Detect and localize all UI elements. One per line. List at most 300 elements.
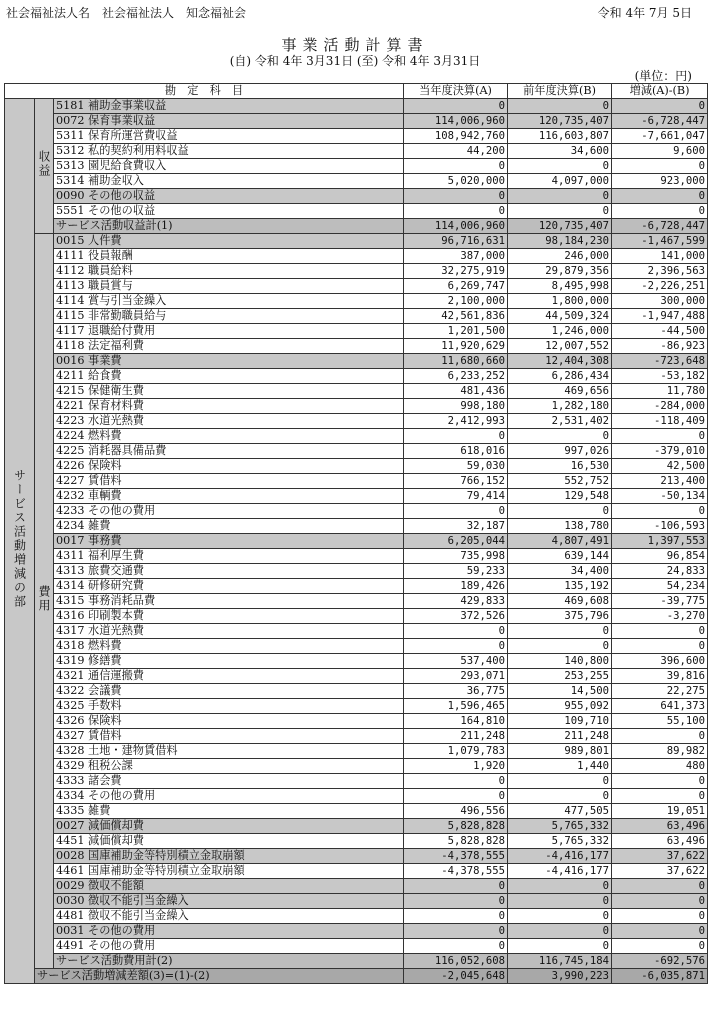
current-amount: 5,828,828 [404, 834, 508, 849]
table-row [5, 759, 708, 774]
table-row [5, 699, 708, 714]
current-amount: 5,020,000 [404, 174, 508, 189]
current-amount: 11,680,660 [404, 354, 508, 369]
previous-amount: 14,500 [508, 684, 612, 699]
current-amount: 0 [404, 204, 508, 219]
difference-amount: -692,576 [612, 954, 708, 969]
current-amount: 36,775 [404, 684, 508, 699]
previous-amount: 0 [508, 159, 612, 174]
activity-statement-table [4, 83, 708, 984]
table-row [5, 489, 708, 504]
difference-amount: -50,134 [612, 489, 708, 504]
previous-amount: 246,000 [508, 249, 612, 264]
table-row [5, 339, 708, 354]
difference-amount: -39,775 [612, 594, 708, 609]
current-amount: 0 [404, 624, 508, 639]
table-row [5, 324, 708, 339]
current-amount: 42,561,836 [404, 309, 508, 324]
previous-amount: 469,608 [508, 594, 612, 609]
account-label: 4111 役員報酬 [54, 249, 404, 264]
account-label: 4318 燃料費 [54, 639, 404, 654]
difference-amount: 24,833 [612, 564, 708, 579]
table-row [5, 684, 708, 699]
difference-amount: 37,622 [612, 849, 708, 864]
current-amount: 1,079,783 [404, 744, 508, 759]
column-header-current: 当年度決算(A) [404, 84, 508, 99]
table-row [5, 504, 708, 519]
difference-amount: 42,500 [612, 459, 708, 474]
previous-amount: 98,184,230 [508, 234, 612, 249]
difference-amount: -118,409 [612, 414, 708, 429]
current-amount: 0 [404, 639, 508, 654]
income-section [35, 99, 54, 234]
current-amount: 0 [404, 909, 508, 924]
table-row [5, 834, 708, 849]
account-label: 0016 事業費 [54, 354, 404, 369]
difference-amount: -6,728,447 [612, 219, 708, 234]
table-row [5, 159, 708, 174]
previous-amount: 44,509,324 [508, 309, 612, 324]
table-row [5, 609, 708, 624]
account-label: 4313 旅費交通費 [54, 564, 404, 579]
previous-amount: 253,255 [508, 669, 612, 684]
table-row [5, 294, 708, 309]
previous-amount: 375,796 [508, 609, 612, 624]
previous-amount: 0 [508, 99, 612, 114]
current-amount: 5,828,828 [404, 819, 508, 834]
table-row [5, 894, 708, 909]
current-amount: 114,006,960 [404, 114, 508, 129]
account-label: 4327 賃借料 [54, 729, 404, 744]
account-label: 4224 燃料費 [54, 429, 404, 444]
current-amount: 108,942,760 [404, 129, 508, 144]
account-label: 4319 修繕費 [54, 654, 404, 669]
difference-amount: 0 [612, 624, 708, 639]
account-label: 4451 減価償却費 [54, 834, 404, 849]
account-label: 4333 諸会費 [54, 774, 404, 789]
previous-amount: 1,800,000 [508, 294, 612, 309]
table-row [5, 354, 708, 369]
difference-amount: -53,182 [612, 369, 708, 384]
table-row [5, 594, 708, 609]
difference-amount: 0 [612, 909, 708, 924]
account-label: 4326 保険料 [54, 714, 404, 729]
account-label: 4211 給食費 [54, 369, 404, 384]
account-label: 4118 法定福利費 [54, 339, 404, 354]
previous-amount: 0 [508, 189, 612, 204]
table-row [5, 669, 708, 684]
current-amount: 32,275,919 [404, 264, 508, 279]
difference-amount: -7,661,047 [612, 129, 708, 144]
difference-amount: 96,854 [612, 549, 708, 564]
difference-amount: -44,500 [612, 324, 708, 339]
account-label: 4215 保健衛生費 [54, 384, 404, 399]
table-row [5, 624, 708, 639]
current-amount: 164,810 [404, 714, 508, 729]
previous-amount: 2,531,402 [508, 414, 612, 429]
difference-amount: 0 [612, 189, 708, 204]
account-label: 5181 補助金事業収益 [54, 99, 404, 114]
table-row [5, 384, 708, 399]
account-label: 4225 消耗器具備品費 [54, 444, 404, 459]
current-amount: 0 [404, 429, 508, 444]
final-total-label: サービス活動増減差額(3)=(1)-(2) [35, 969, 404, 984]
current-amount: 293,071 [404, 669, 508, 684]
difference-amount: 0 [612, 924, 708, 939]
account-label: 4311 福利厚生費 [54, 549, 404, 564]
difference-amount: 37,622 [612, 864, 708, 879]
table-row [5, 954, 708, 969]
current-amount: 372,526 [404, 609, 508, 624]
current-amount: 537,400 [404, 654, 508, 669]
difference-amount: -723,648 [612, 354, 708, 369]
table-row [5, 924, 708, 939]
difference-amount: 39,816 [612, 669, 708, 684]
previous-amount: 5,765,332 [508, 834, 612, 849]
account-label: 4117 退職給付費用 [54, 324, 404, 339]
previous-amount: 12,007,552 [508, 339, 612, 354]
difference-amount: 55,100 [612, 714, 708, 729]
table-row [5, 414, 708, 429]
table-row [5, 204, 708, 219]
final-current-amount: -2,045,648 [404, 969, 508, 984]
expense-section [35, 234, 54, 969]
account-label: 0031 その他の費用 [54, 924, 404, 939]
current-amount: -4,378,555 [404, 849, 508, 864]
table-row [5, 144, 708, 159]
difference-amount: 11,780 [612, 384, 708, 399]
previous-amount: 989,801 [508, 744, 612, 759]
difference-amount: 63,496 [612, 834, 708, 849]
previous-amount: 0 [508, 924, 612, 939]
current-amount: 11,920,629 [404, 339, 508, 354]
current-amount: 0 [404, 99, 508, 114]
difference-amount: 213,400 [612, 474, 708, 489]
account-label: 4115 非常勤職員給与 [54, 309, 404, 324]
difference-amount: -86,923 [612, 339, 708, 354]
previous-amount: 1,246,000 [508, 324, 612, 339]
current-amount: 0 [404, 939, 508, 954]
current-amount: 0 [404, 159, 508, 174]
difference-amount: 0 [612, 99, 708, 114]
current-amount: 59,233 [404, 564, 508, 579]
account-label: サービス活動費用計(2) [54, 954, 404, 969]
account-label: 5313 園児給食費収入 [54, 159, 404, 174]
difference-amount: 19,051 [612, 804, 708, 819]
current-amount: 1,201,500 [404, 324, 508, 339]
previous-amount: 1,440 [508, 759, 612, 774]
service-activity-section [5, 99, 35, 984]
table-row [5, 234, 708, 249]
table-row [5, 369, 708, 384]
current-amount: 1,920 [404, 759, 508, 774]
current-amount: 2,412,993 [404, 414, 508, 429]
account-label: 4234 雑費 [54, 519, 404, 534]
account-label: 4227 賃借料 [54, 474, 404, 489]
current-amount: 998,180 [404, 399, 508, 414]
difference-amount: 9,600 [612, 144, 708, 159]
current-amount: 96,716,631 [404, 234, 508, 249]
difference-amount: -1,467,599 [612, 234, 708, 249]
table-row [5, 729, 708, 744]
previous-amount: 0 [508, 504, 612, 519]
account-label: 4223 水道光熱費 [54, 414, 404, 429]
expense-section-label: 費用 [37, 585, 51, 613]
current-amount: 429,833 [404, 594, 508, 609]
current-amount: 387,000 [404, 249, 508, 264]
account-label: 4335 雑費 [54, 804, 404, 819]
table-row [5, 174, 708, 189]
account-label: 4325 手数料 [54, 699, 404, 714]
column-header-account: 勘 定 科 目 [5, 84, 404, 99]
previous-amount: 8,495,998 [508, 279, 612, 294]
table-row [5, 99, 708, 114]
previous-amount: 135,192 [508, 579, 612, 594]
current-amount: 735,998 [404, 549, 508, 564]
account-label: 0027 減価償却費 [54, 819, 404, 834]
previous-amount: 0 [508, 909, 612, 924]
table-row [5, 459, 708, 474]
account-label: 4491 その他の費用 [54, 939, 404, 954]
previous-amount: 0 [508, 639, 612, 654]
account-label: 5551 その他の収益 [54, 204, 404, 219]
table-row [5, 819, 708, 834]
account-label: 0090 その他の収益 [54, 189, 404, 204]
account-label: 4113 職員賞与 [54, 279, 404, 294]
difference-amount: 141,000 [612, 249, 708, 264]
document-date: 令和 4年 7月 5日 [597, 6, 692, 20]
table-header-row [5, 84, 708, 99]
difference-amount: 396,600 [612, 654, 708, 669]
account-label: 4114 賞与引当金繰入 [54, 294, 404, 309]
previous-amount: 955,092 [508, 699, 612, 714]
account-label: 5314 補助金収入 [54, 174, 404, 189]
current-amount: 189,426 [404, 579, 508, 594]
table-row [5, 879, 708, 894]
account-label: 0030 徴収不能引当金繰入 [54, 894, 404, 909]
table-row [5, 564, 708, 579]
table-row [5, 309, 708, 324]
account-label: サービス活動収益計(1) [54, 219, 404, 234]
final-previous-amount: 3,990,223 [508, 969, 612, 984]
current-amount: 0 [404, 774, 508, 789]
difference-amount: 0 [612, 204, 708, 219]
account-label: 5311 保育所運営費収益 [54, 129, 404, 144]
table-row [5, 249, 708, 264]
difference-amount: 54,234 [612, 579, 708, 594]
difference-amount: -3,270 [612, 609, 708, 624]
table-row [5, 534, 708, 549]
income-section-label: 収益 [37, 150, 51, 178]
difference-amount: 923,000 [612, 174, 708, 189]
difference-amount: 0 [612, 504, 708, 519]
current-amount: 59,030 [404, 459, 508, 474]
difference-amount: 22,275 [612, 684, 708, 699]
difference-amount: 300,000 [612, 294, 708, 309]
difference-amount: -2,226,251 [612, 279, 708, 294]
account-label: 4233 その他の費用 [54, 504, 404, 519]
current-amount: -4,378,555 [404, 864, 508, 879]
table-row [5, 849, 708, 864]
account-label: 0072 保育事業収益 [54, 114, 404, 129]
table-row [5, 219, 708, 234]
previous-amount: 1,282,180 [508, 399, 612, 414]
current-amount: 0 [404, 789, 508, 804]
account-label: 0028 国庫補助金等特別積立金取崩額 [54, 849, 404, 864]
account-label: 4321 通信運搬費 [54, 669, 404, 684]
previous-amount: 5,765,332 [508, 819, 612, 834]
previous-amount: 116,603,807 [508, 129, 612, 144]
table-row [5, 474, 708, 489]
previous-amount: 29,879,356 [508, 264, 612, 279]
difference-amount: 89,982 [612, 744, 708, 759]
difference-amount: 0 [612, 639, 708, 654]
account-label: 0029 徴収不能額 [54, 879, 404, 894]
previous-amount: 477,505 [508, 804, 612, 819]
previous-amount: 140,800 [508, 654, 612, 669]
table-row [5, 549, 708, 564]
table-row [5, 519, 708, 534]
table-row [5, 864, 708, 879]
previous-amount: 4,097,000 [508, 174, 612, 189]
difference-amount: 480 [612, 759, 708, 774]
final-total-row [5, 969, 708, 984]
difference-amount: 0 [612, 429, 708, 444]
organization-name: 社会福祉法人名 社会福祉法人 知念福祉会 [6, 6, 247, 20]
current-amount: 481,436 [404, 384, 508, 399]
previous-amount: 16,530 [508, 459, 612, 474]
previous-amount: 6,286,434 [508, 369, 612, 384]
table-row [5, 744, 708, 759]
current-amount: 766,152 [404, 474, 508, 489]
previous-amount: 0 [508, 774, 612, 789]
table-row [5, 654, 708, 669]
account-label: 4322 会議費 [54, 684, 404, 699]
previous-amount: 120,735,407 [508, 219, 612, 234]
current-amount: 0 [404, 189, 508, 204]
difference-amount: -6,728,447 [612, 114, 708, 129]
previous-amount: 138,780 [508, 519, 612, 534]
previous-amount: 211,248 [508, 729, 612, 744]
current-amount: 6,269,747 [404, 279, 508, 294]
previous-amount: 552,752 [508, 474, 612, 489]
account-label: 4314 研修研究費 [54, 579, 404, 594]
difference-amount: -379,010 [612, 444, 708, 459]
document-title: 事業活動計算書 [281, 36, 429, 54]
current-amount: 6,205,044 [404, 534, 508, 549]
final-difference-amount: -6,035,871 [612, 969, 708, 984]
table-row [5, 399, 708, 414]
difference-amount: 0 [612, 729, 708, 744]
difference-amount: -106,593 [612, 519, 708, 534]
difference-amount: 1,397,553 [612, 534, 708, 549]
table-row [5, 279, 708, 294]
difference-amount: -1,947,488 [612, 309, 708, 324]
difference-amount: 63,496 [612, 819, 708, 834]
table-row [5, 189, 708, 204]
current-amount: 2,100,000 [404, 294, 508, 309]
current-amount: 496,556 [404, 804, 508, 819]
previous-amount: 34,600 [508, 144, 612, 159]
previous-amount: 0 [508, 204, 612, 219]
difference-amount: 0 [612, 939, 708, 954]
previous-amount: 120,735,407 [508, 114, 612, 129]
previous-amount: 109,710 [508, 714, 612, 729]
difference-amount: 2,396,563 [612, 264, 708, 279]
table-row [5, 429, 708, 444]
previous-amount: 12,404,308 [508, 354, 612, 369]
difference-amount: -284,000 [612, 399, 708, 414]
current-amount: 116,052,608 [404, 954, 508, 969]
current-amount: 0 [404, 924, 508, 939]
difference-amount: 0 [612, 774, 708, 789]
account-label: 4315 事務消耗品費 [54, 594, 404, 609]
account-label: 4221 保育材料費 [54, 399, 404, 414]
table-row [5, 939, 708, 954]
account-label: 4461 国庫補助金等特別積立金取崩額 [54, 864, 404, 879]
previous-amount: 0 [508, 879, 612, 894]
current-amount: 114,006,960 [404, 219, 508, 234]
account-label: 0017 事務費 [54, 534, 404, 549]
previous-amount: 469,656 [508, 384, 612, 399]
current-amount: 1,596,465 [404, 699, 508, 714]
column-header-diff: 増減(A)-(B) [612, 84, 708, 99]
account-label: 4481 徴収不能引当金繰入 [54, 909, 404, 924]
difference-amount: 0 [612, 159, 708, 174]
table-row [5, 579, 708, 594]
table-row [5, 909, 708, 924]
previous-amount: 4,807,491 [508, 534, 612, 549]
service-activity-section-label: サービス活動増減の部 [12, 469, 27, 609]
difference-amount: 641,373 [612, 699, 708, 714]
table-row [5, 114, 708, 129]
account-label: 4334 その他の費用 [54, 789, 404, 804]
previous-amount: 116,745,184 [508, 954, 612, 969]
current-amount: 0 [404, 894, 508, 909]
table-row [5, 789, 708, 804]
current-amount: 32,187 [404, 519, 508, 534]
current-amount: 0 [404, 879, 508, 894]
account-label: 0015 人件費 [54, 234, 404, 249]
difference-amount: 0 [612, 894, 708, 909]
previous-amount: 129,548 [508, 489, 612, 504]
current-amount: 79,414 [404, 489, 508, 504]
current-amount: 211,248 [404, 729, 508, 744]
current-amount: 618,016 [404, 444, 508, 459]
previous-amount: 0 [508, 624, 612, 639]
table-row [5, 264, 708, 279]
previous-amount: 639,144 [508, 549, 612, 564]
account-label: 5312 私的契約利用料収益 [54, 144, 404, 159]
column-header-previous: 前年度決算(B) [508, 84, 612, 99]
table-row [5, 774, 708, 789]
account-label: 4317 水道光熱費 [54, 624, 404, 639]
table-row [5, 804, 708, 819]
difference-amount: 0 [612, 879, 708, 894]
account-label: 4226 保険料 [54, 459, 404, 474]
account-label: 4329 租税公課 [54, 759, 404, 774]
table-row [5, 444, 708, 459]
account-label: 4328 土地・建物賃借料 [54, 744, 404, 759]
account-label: 4232 車輌費 [54, 489, 404, 504]
previous-amount: 0 [508, 894, 612, 909]
difference-amount: 0 [612, 789, 708, 804]
table-row [5, 639, 708, 654]
previous-amount: -4,416,177 [508, 849, 612, 864]
previous-amount: 0 [508, 789, 612, 804]
table-row [5, 714, 708, 729]
current-amount: 6,233,252 [404, 369, 508, 384]
